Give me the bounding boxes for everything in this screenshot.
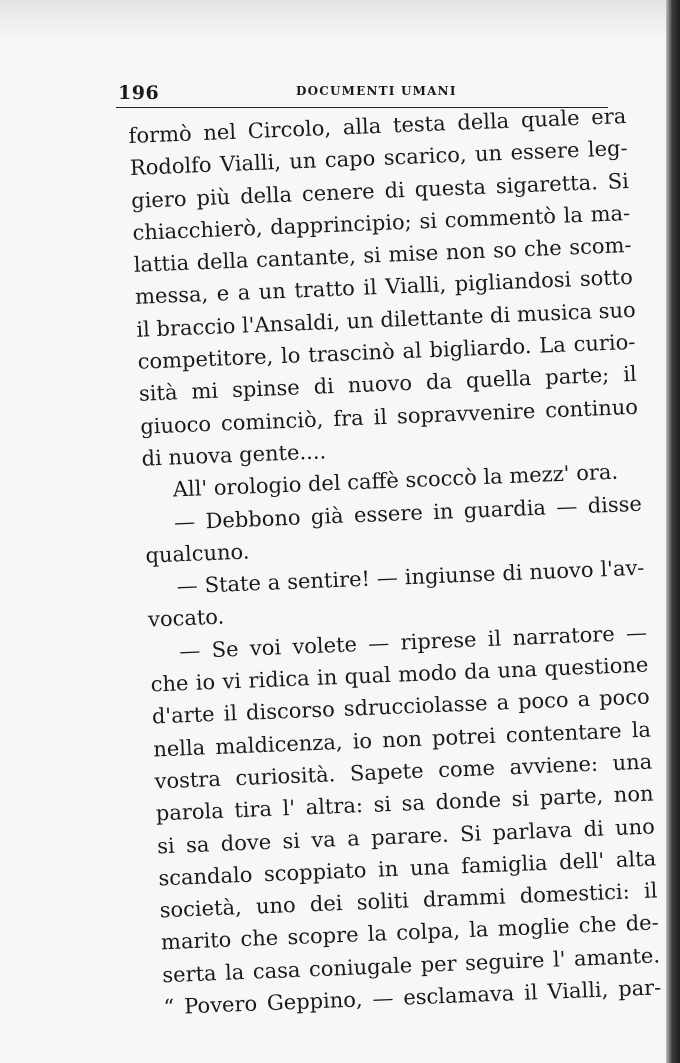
text-line: scandalo scoppiato in una famiglia dell' alta — [157, 846, 657, 891]
text-line: d'arte il discorso sdrucciolasse a poco a poco — [151, 684, 651, 729]
text-line: società, uno dei soliti drammi domestici: il — [159, 878, 658, 923]
text-line: All' orologio del caffè scoccò la mezz' ora. — [172, 459, 619, 502]
text-line: “ Povero Geppino, — esclamava il Vialli, par- — [163, 975, 662, 1020]
text-line: Rodolfo Vialli, un capo scarico, un essere leg- — [129, 136, 629, 181]
text-line: marito che scopre la colpa, la moglie che de- — [160, 910, 660, 955]
text-line: giero più della cenere di questa sigaretta. Si — [130, 168, 630, 213]
text-line: parola tira l' altra: si sa donde si parte, non — [155, 781, 654, 826]
text-line: giuoco cominciò, fra il sopravvenire continuo — [139, 394, 639, 439]
text-line: formò nel Circolo, alla testa della quale era — [128, 104, 627, 148]
text-line: sità mi spinse di nuovo da quella parte; il — [138, 362, 638, 407]
text-line: si sa dove si va a parare. Si parlava di uno — [156, 813, 656, 858]
text-line: — Se voi volete — riprese il narratore — — [178, 620, 648, 664]
text-line: serta la casa coniugale per seguire l' amante. — [161, 943, 661, 988]
text-line: lattia della cantante, si mise non so che scom- — [133, 233, 632, 278]
text-line: competitore, lo trascinò al bigliardo. La curio- — [137, 329, 636, 374]
text-line: — Debbono già essere in guardia — disse — [173, 491, 643, 535]
text-line: messa, e a un tratto il Vialli, pigliandosi sotto — [134, 265, 634, 310]
text-line: di nuova gente.... — [141, 439, 327, 471]
text-line: chiacchierò, dapprincipio; si commentò la ma- — [132, 200, 631, 245]
page-number: 196 — [118, 82, 160, 104]
page-binding-edge — [666, 0, 680, 1063]
text-line: che io vi ridica in qual modo da una questione — [150, 652, 649, 697]
text-line: vocato. — [147, 605, 225, 633]
page-shadow — [0, 0, 666, 40]
text-line: vostra curiosità. Sapete come avviene: una — [154, 749, 653, 794]
text-line: — State a sentire! — ingiunse di nuovo l'av- — [176, 555, 645, 599]
text-line: il braccio l'Ansaldi, un dilettante di musica suo — [135, 297, 637, 342]
running-title: DOCUMENTI UMANI — [296, 84, 457, 98]
text-line: nella maldicenza, io non potrei contentare la — [152, 717, 652, 762]
text-line: qualcuno. — [145, 539, 250, 568]
body-text — [128, 100, 662, 1024]
